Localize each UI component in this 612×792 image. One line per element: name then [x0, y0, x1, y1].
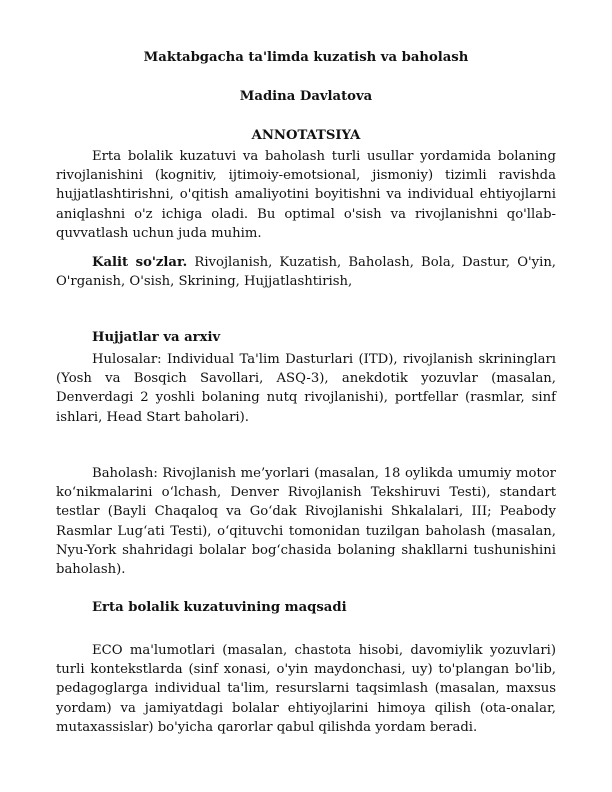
section-assessment-paragraph: Baholash: Rivojlanish me’yorlari (masalan, 18 oylikda umumiy motor ko‘nikmalarini o‘lchash, Denver Rivojlanish Tekshiruvi Testi), standart testlar (Bayli Chaqaloq va Go‘dak Rivojlanishi Shkalalari, III; Peabody Rasmlar Lug‘ati Testi), o‘qituvchi tomonidan tuzilgan baholash (masalan, Nyu-York shahridagi bolalar bog‘chasida bolaning shakllarni tushunishini baholash). — [56, 466, 556, 578]
keywords-paragraph — [56, 253, 556, 291]
annotation-heading: ANNOTATSIYA — [251, 128, 361, 143]
document-title: Maktabgacha ta'limda kuzatish va baholash — [143, 50, 469, 65]
keywords-label: Kalit so'zlar. — [92, 255, 188, 270]
annotation-paragraph: Erta bolalik kuzatuvi va baholash turli usullar yordamida bolaning rivojlanishini (kognitiv, ijtimoiy-emotsional, jismoniy) tizimli ravishda hujjatlashtirishni, o'qitish amaliyotini boyitishni va individual ehtiyojlarni aniqlashni o'z ichiga oladi. Bu optimal o'sish va rivojlanishni qo'llab-quvvatlash uchun juda muhim. — [56, 149, 556, 241]
section-heading-purpose: Erta bolalik kuzatuvining maqsadi — [92, 600, 347, 615]
section-heading-documents: Hujjatlar va arxiv — [92, 330, 221, 345]
section-documents-paragraph: Hulosalar: Individual Ta'lim Dasturlari (ITD), rivojlanish skriningları (Yosh va Bosqich Savollari, ASQ-3), anekdotik yozuvlar (masalan, Denverdagi 2 yoshli bolaning nutq rivojlanishi), portfellar (rasmlar, sinf ishlari, Head Start baholari). — [56, 352, 556, 425]
document-author: Madina Davlatova — [239, 89, 373, 104]
section-purpose-paragraph: ECO ma'lumotlari (masalan, chastota hisobi, davomiylik yozuvlari) turli kontekstlarda (sinf xonasi, o'yin maydonchasi, uy) to'plangan bo'lib, pedagoglarga individual ta'lim, resurslarni taqsimlash (masalan, maxsus yordam) va jamiyatdagi bolalar ehtiyojlarini himoya qilish (ota-onalar, mutaxassislar) bo'yicha qarorlar qabul qilishda yordam beradi. — [56, 643, 556, 735]
keywords-text: Rivojlanish, Kuzatish, Baholash, Bola, Dastur, O'yin, O'rganish, O'sish, Skrining, Hujjatlashtirish, — [56, 255, 557, 290]
